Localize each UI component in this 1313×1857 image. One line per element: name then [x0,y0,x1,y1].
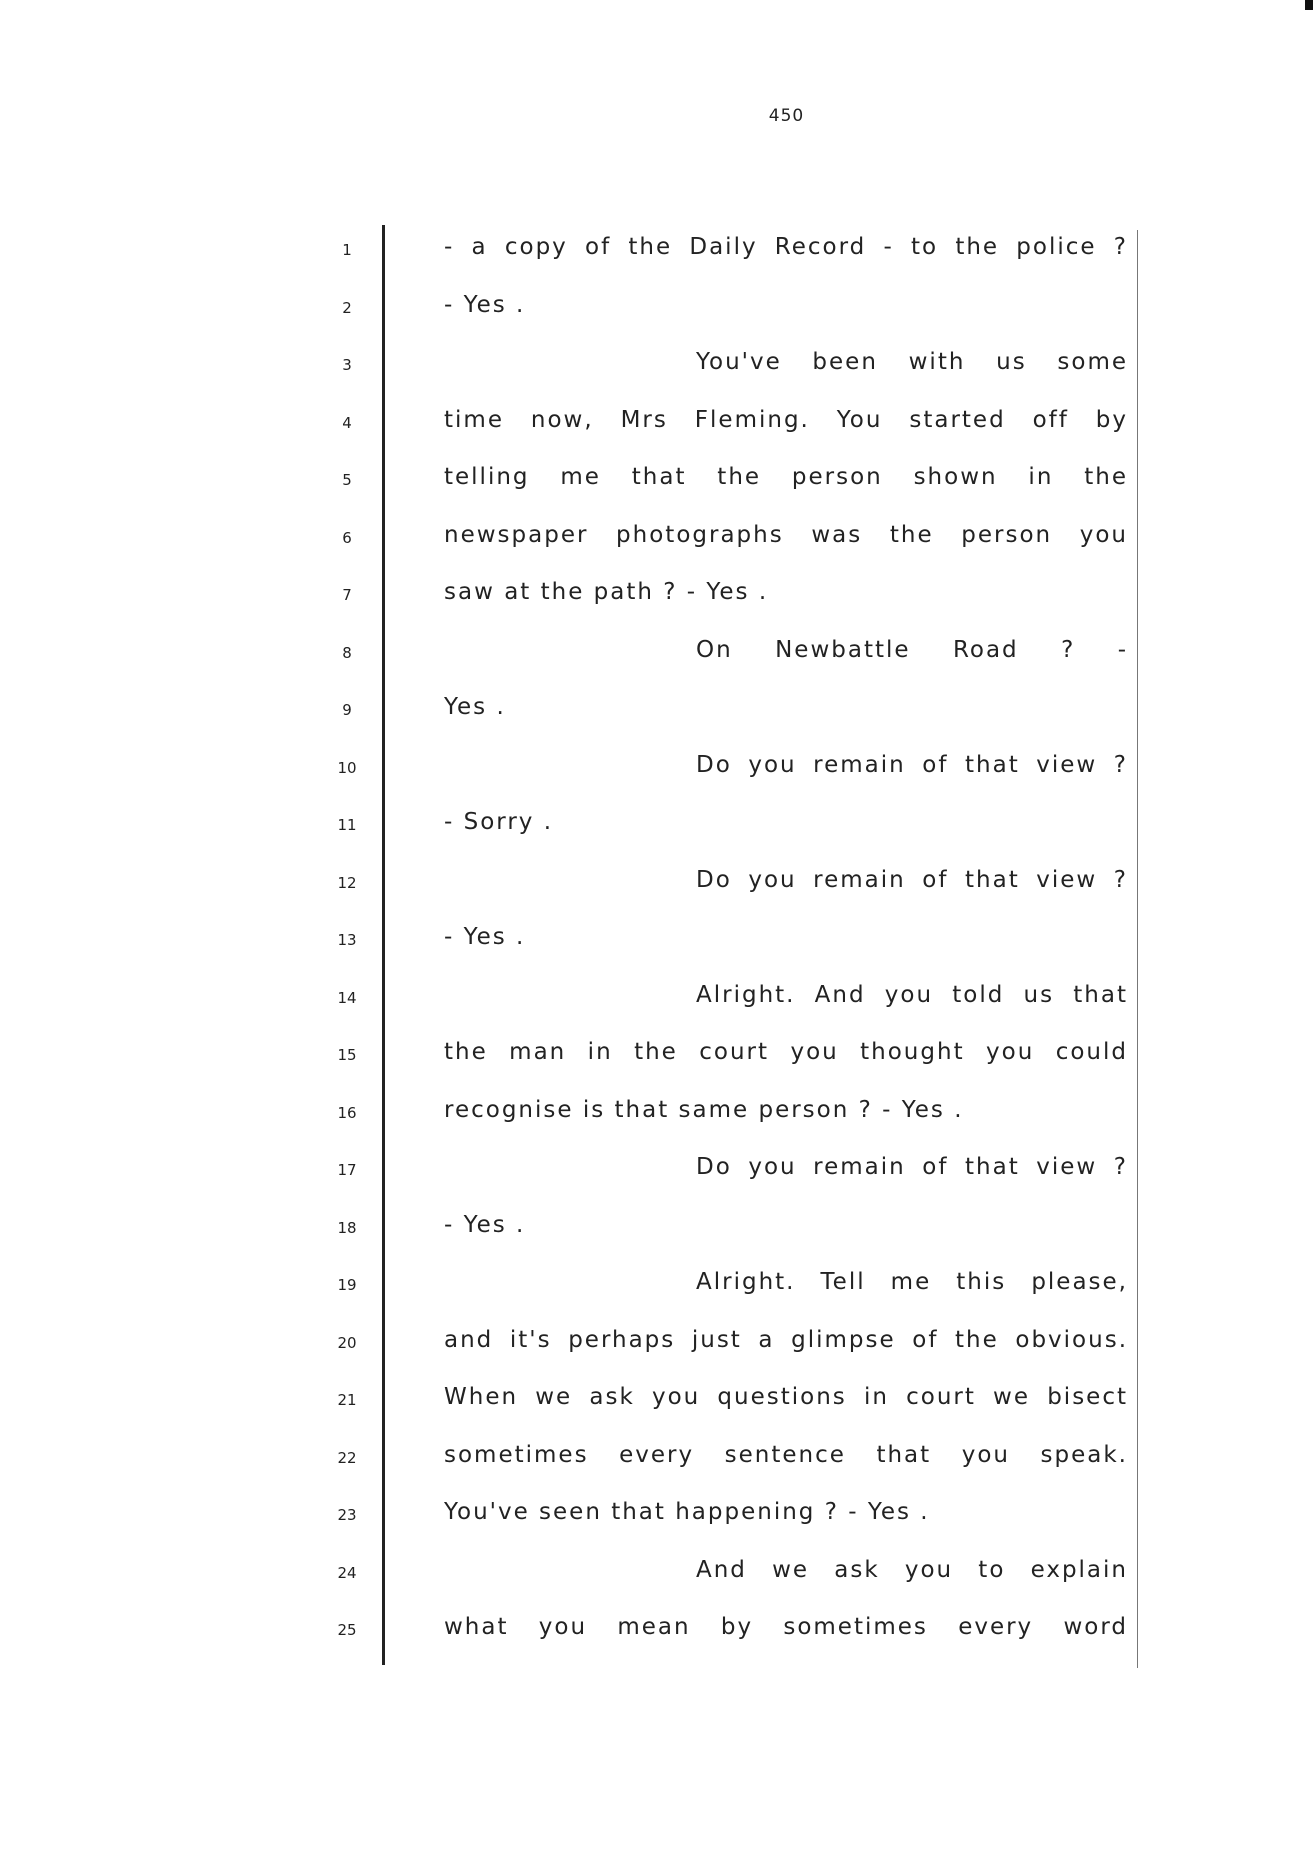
transcript-line [0,575,1313,615]
line-number: 12 [337,873,357,892]
line-text: You've been with us some [696,349,1128,375]
line-number: 1 [342,241,352,259]
line-number: 13 [337,931,357,949]
scan-corner-mark [1305,0,1313,10]
transcript-line [0,863,1313,903]
line-number: 11 [337,816,357,834]
transcript-line [0,1150,1313,1190]
line-number: 19 [337,1276,357,1294]
line-text: - Sorry . [444,809,554,835]
line-text: saw at the path ? - Yes . [444,579,769,605]
line-number: 4 [342,413,352,432]
line-text: time now, Mrs Fleming. You started off by [444,406,1128,433]
line-text: - a copy of the Daily Record - to the police ? [444,234,1128,260]
transcript-line [0,920,1313,960]
line-text: And we ask you to explain [696,1556,1128,1583]
line-text: You've seen that happening ? - Yes . [444,1499,930,1525]
line-text: sometimes every sentence that you speak. [444,1441,1128,1468]
line-number: 23 [337,1506,357,1524]
line-number: 9 [342,701,352,719]
line-text: Do you remain of that view ? [696,866,1128,893]
line-text: telling me that the person shown in the [444,464,1128,490]
line-text: newspaper photographs was the person you [444,521,1128,548]
line-text: the man in the court you thought you could [444,1039,1128,1065]
transcript-line [0,1035,1313,1075]
line-text: Do you remain of that view ? [696,1154,1128,1180]
line-number: 3 [342,356,352,374]
line-text: Do you remain of that view ? [696,751,1128,778]
line-number: 2 [342,298,352,317]
line-text: Yes . [444,694,506,720]
transcript-line [0,1323,1313,1363]
line-number: 24 [337,1563,357,1582]
line-text: Alright. Tell me this please, [696,1269,1128,1295]
line-number: 20 [337,1333,357,1352]
line-text: On Newbattle Road ? - [696,636,1128,663]
line-number: 22 [337,1448,357,1467]
transcript-line [0,403,1313,443]
line-number: 25 [337,1621,357,1639]
transcript-line [0,345,1313,385]
line-text: recognise is that same person ? - Yes . [444,1096,964,1123]
transcript-line [0,288,1313,328]
transcript-line [0,633,1313,673]
line-text: - Yes . [444,1211,526,1238]
line-number: 10 [337,758,357,777]
transcript-line [0,1610,1313,1650]
line-number: 6 [342,528,352,547]
line-text: - Yes . [444,291,526,318]
line-number: 15 [337,1046,357,1064]
line-number: 8 [342,643,352,662]
transcript-line [0,748,1313,788]
transcript-line [0,230,1313,270]
line-text: what you mean by sometimes every word [444,1614,1128,1640]
transcript-line [0,1495,1313,1535]
transcript-line [0,1553,1313,1593]
line-text: When we ask you questions in court we bisect [444,1384,1128,1410]
transcript-line [0,805,1313,845]
transcript-line [0,1208,1313,1248]
line-text: - Yes . [444,924,526,950]
line-number: 5 [342,471,352,489]
transcript-line [0,1380,1313,1420]
line-number: 17 [337,1161,357,1179]
page-number: 450 [768,106,805,126]
line-number: 21 [337,1391,357,1409]
transcript-line [0,690,1313,730]
line-number: 14 [337,988,357,1007]
transcript-line [0,978,1313,1018]
transcript-line [0,460,1313,500]
transcript-line [0,518,1313,558]
line-text: and it's perhaps just a glimpse of the obvious. [444,1326,1128,1353]
line-text: Alright. And you told us that [696,981,1128,1008]
line-number: 16 [337,1103,357,1122]
transcript-line [0,1093,1313,1133]
transcript-line [0,1438,1313,1478]
transcript-line [0,1265,1313,1305]
line-number: 18 [337,1218,357,1237]
line-number: 7 [342,586,352,604]
